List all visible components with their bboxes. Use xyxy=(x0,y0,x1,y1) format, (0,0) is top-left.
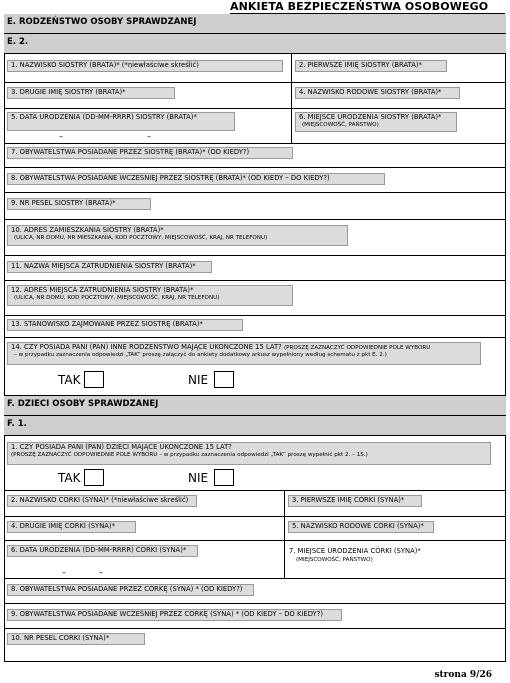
date-separator: – xyxy=(147,132,151,141)
field-label: 7. OBYWATELSTWA POSIADANE PRZEZ SIOSTRĘ (BRATA)* (OD KIEDY?) xyxy=(7,147,293,159)
siblings-employer-address-field[interactable] xyxy=(4,281,506,316)
field-label-main: 12. ADRES MIEJSCA ZATRUDNIENIA SIOSTRY (BRATA)* xyxy=(11,286,194,294)
question-instruction-cont: – w przypadku zaznaczenia odpowiedzi „TAK” proszę załączyć do ankiety dodatkowy arkusz wypełniony według schematu z pkt E. 2.) xyxy=(14,351,387,358)
question-text: 1. CZY POSIADA PANI (PAN) DZIECI MAJĄCE UKOŃCZONE 15 LAT? xyxy=(11,443,232,451)
date-separator: – xyxy=(59,132,63,141)
no-label: NIE xyxy=(188,471,209,485)
field-label xyxy=(295,112,457,132)
field-label: 10. NR PESEL CÓRKI (SYNA)* xyxy=(7,633,145,645)
form-title: ANKIETA BEZPIECZEŃSTWA OSOBOWEGO xyxy=(230,0,489,13)
siblings-birth-date-field[interactable] xyxy=(4,109,291,143)
siblings-position-field[interactable] xyxy=(4,316,506,338)
field-label: 9. OBYWATELSTWA POSIADANE WCZEŚNIEJ PRZEZ CÓRKĘ (SYNA) * (OD KIEDY – DO KIEDY?) xyxy=(7,609,342,621)
siblings-address-field[interactable] xyxy=(4,220,506,256)
field-label: 9. NR PESEL SIOSTRY (BRATA)* xyxy=(7,198,151,210)
children-question xyxy=(4,436,506,491)
field-label: 4. NAZWISKO RODOWE SIOSTRY (BRATA)* xyxy=(295,87,460,99)
field-label-sub: (ULICA, NR DOMU, NR MIESZKANIA, KOD POCZTOWY, MIEJSCOWOŚĆ, KRAJ, NR TELEFONU) xyxy=(14,234,268,241)
siblings-pesel-field[interactable] xyxy=(4,193,506,220)
siblings-former-citizenship-field[interactable] xyxy=(4,168,506,193)
no-checkbox[interactable] xyxy=(214,371,234,388)
siblings-family-name-field[interactable] xyxy=(291,83,506,108)
field-label: 2. NAZWISKO CÓRKI (SYNA)* (*niewłaściwe skreślić) xyxy=(7,495,197,507)
field-label-main: 7. MIEJSCE URODZENIA CÓRKI (SYNA)* xyxy=(289,547,421,555)
field-label: 5. DATA URODZENIA (DD-MM-RRRR) SIOSTRY (BRATA)* xyxy=(7,112,235,131)
child-former-citizenship-field[interactable] xyxy=(4,604,506,629)
siblings-employer-field[interactable] xyxy=(4,256,506,281)
subsection-e2-header xyxy=(4,34,506,54)
field-label-main: 6. MIEJSCE URODZENIA SIOSTRY (BRATA)* xyxy=(299,113,442,121)
row-f-2-3 xyxy=(4,491,506,517)
child-birth-place-field[interactable] xyxy=(284,541,506,578)
field-label: 11. NAZWA MIEJSCA ZATRUDNIENIA SIOSTRY (BRATA)* xyxy=(7,261,212,273)
child-second-name-field[interactable] xyxy=(4,517,284,540)
child-surname-field[interactable] xyxy=(4,491,284,516)
field-label xyxy=(7,225,348,246)
field-label: 5. NAZWISKO RODOWE CÓRKI (SYNA)* xyxy=(288,521,434,533)
no-checkbox[interactable] xyxy=(214,469,234,486)
yes-checkbox[interactable] xyxy=(84,371,104,388)
siblings-citizenship-field[interactable] xyxy=(4,144,506,168)
date-separator: – xyxy=(99,568,103,577)
subsection-f1-title: F. 1. xyxy=(7,419,27,429)
field-label: 13. STANOWISKO ZAJMOWANE PRZEZ SIOSTRĘ (BRATA)* xyxy=(7,319,243,331)
question-instruction: (PROSZĘ ZAZNACZYĆ ODPOWIEDNIE POLE WYBORU – w przypadku zaznaczenia odpowiedzi „TAK” proszę wypełnić pkt 2. – 15.) xyxy=(11,451,368,458)
child-birth-date-field[interactable] xyxy=(4,541,284,578)
row-e-3-4 xyxy=(4,83,506,109)
section-f-title: F. DZIECI OSOBY SPRAWDZANEJ xyxy=(7,399,159,409)
question-instruction: (PROSZĘ ZAZNACZYĆ ODPOWIEDNIE POLE WYBORU xyxy=(283,345,431,351)
field-label-sub: (ULICA, NR DOMU, KOD POCZTOWY, MIEJSCOWOŚĆ, KRAJ, NR TELEFONU) xyxy=(14,294,220,301)
field-label-sub: (MIEJSCOWOŚĆ, PAŃSTWO) xyxy=(302,121,379,128)
field-label: 1. NAZWISKO SIOSTRY (BRATA)* (*niewłaściwe skreślić) xyxy=(7,60,283,72)
section-f-header xyxy=(4,396,506,416)
row-f-4-5 xyxy=(4,517,506,541)
row-e-1-2 xyxy=(4,54,506,83)
field-label: 6. DATA URODZENIA (DD-MM-RRRR) CÓRKI (SYNA)* xyxy=(7,545,198,557)
subsection-f1-header xyxy=(4,416,506,436)
page-number: strona 9/26 xyxy=(434,670,492,680)
field-label xyxy=(7,342,481,365)
siblings-second-name-field[interactable] xyxy=(4,83,291,108)
child-family-name-field[interactable] xyxy=(284,517,506,540)
siblings-first-name-field[interactable] xyxy=(291,54,506,82)
siblings-birth-place-field[interactable] xyxy=(291,109,506,143)
field-label-main: 10. ADRES ZAMIESZKANIA SIOSTRY (BRATA)* xyxy=(11,226,164,234)
child-citizenship-field[interactable] xyxy=(4,579,506,604)
child-pesel-field[interactable] xyxy=(4,629,506,662)
date-separator: – xyxy=(62,568,66,577)
field-label: 8. OBYWATELSTWA POSIADANE PRZEZ CÓRKĘ (SYNA) * (OD KIEDY?) xyxy=(7,584,254,596)
section-e-title: E. RODZEŃSTWO OSOBY SPRAWDZANEJ xyxy=(7,17,197,27)
field-label: 4. DRUGIE IMIĘ CÓRKI (SYNA)* xyxy=(7,521,136,533)
section-e-header xyxy=(4,14,506,34)
field-label: 3. PIERWSZE IMIĘ CÓRKI (SYNA)* xyxy=(288,495,422,507)
yes-label: TAK xyxy=(58,471,81,485)
field-label xyxy=(7,285,293,306)
child-first-name-field[interactable] xyxy=(284,491,506,516)
yes-label: TAK xyxy=(58,373,81,387)
field-label xyxy=(7,442,491,465)
field-label: 2. PIERWSZE IMIĘ SIOSTRY (BRATA)* xyxy=(295,60,447,72)
no-label: NIE xyxy=(188,373,209,387)
field-label xyxy=(289,547,421,564)
field-label: 8. OBYWATELSTWA POSIADANE WCZEŚNIEJ PRZEZ SIOSTRĘ (BRATA)* (OD KIEDY – DO KIEDY?) xyxy=(7,173,385,185)
question-text: 14. CZY POSIADA PANI (PAN) INNE RODZEŃSTWO MAJĄCE UKOŃCZONE 15 LAT? xyxy=(11,343,282,351)
row-e-5-6 xyxy=(4,109,506,144)
field-label: 3. DRUGIE IMIĘ SIOSTRY (BRATA)* xyxy=(7,87,175,99)
yes-checkbox[interactable] xyxy=(84,469,104,486)
other-siblings-question xyxy=(4,338,506,396)
siblings-surname-field[interactable] xyxy=(4,54,291,82)
field-label-sub: (MIEJSCOWOŚĆ, PAŃSTWO) xyxy=(296,557,373,564)
subsection-e2-title: E. 2. xyxy=(7,37,29,47)
row-f-6-7 xyxy=(4,541,506,579)
